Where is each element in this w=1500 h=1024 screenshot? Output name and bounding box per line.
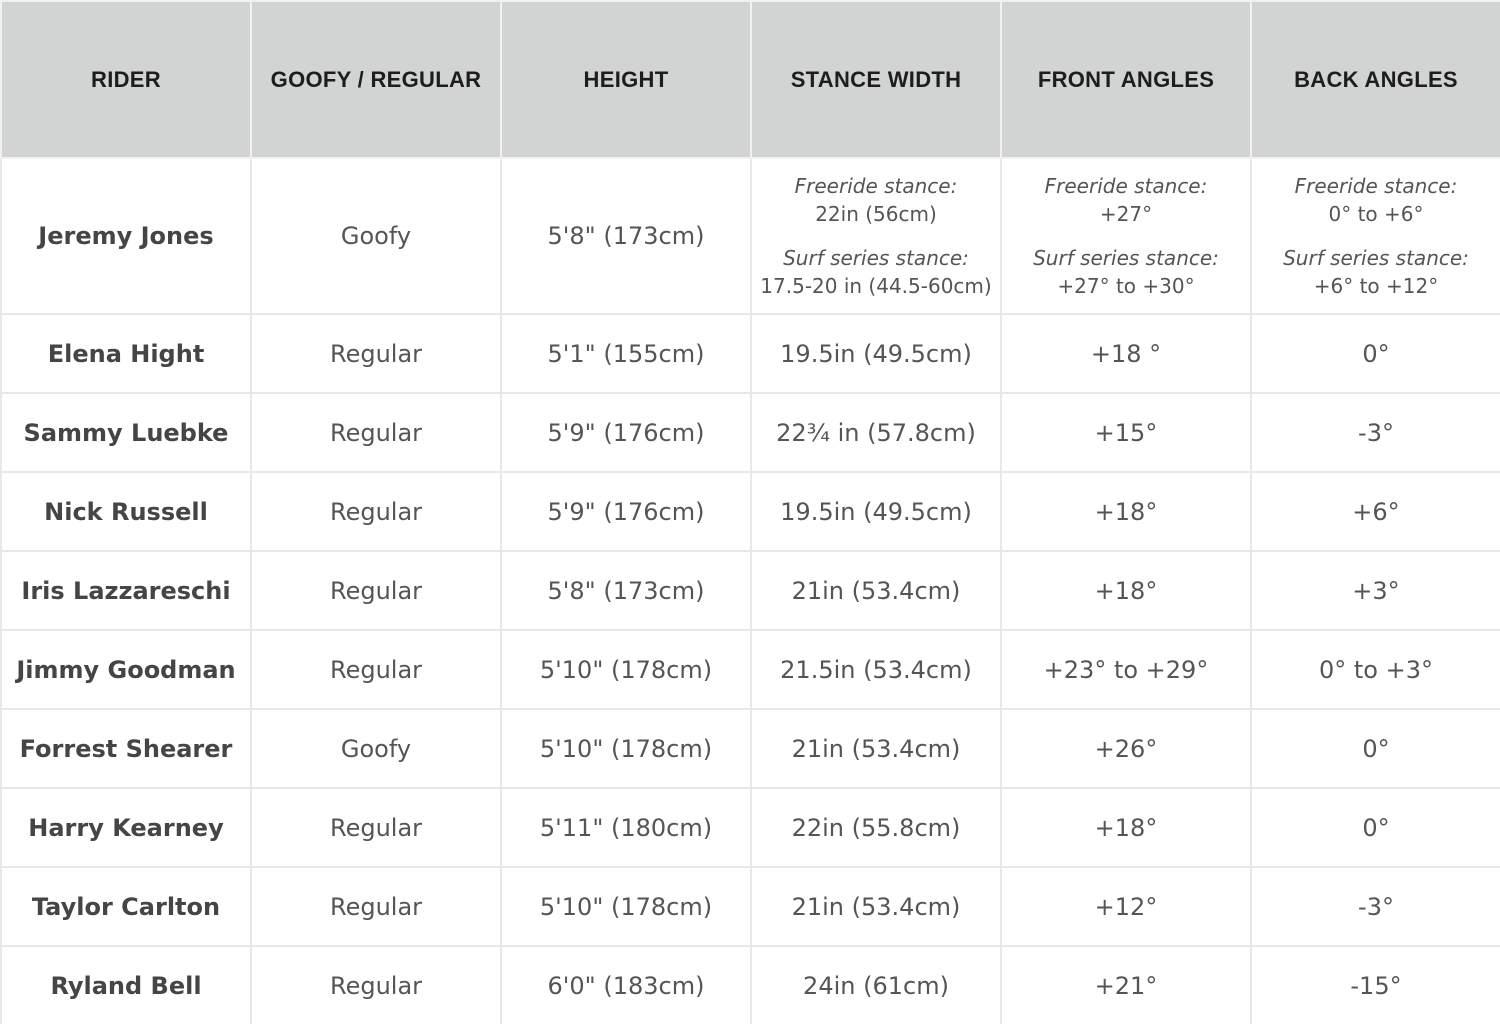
surf-label: Surf series stance: xyxy=(1033,246,1219,270)
surf-label: Surf series stance: xyxy=(1283,246,1469,270)
surf-note xyxy=(758,244,994,300)
surf-value: +27° to +30° xyxy=(1057,274,1195,298)
back-angle: 0° xyxy=(1251,709,1500,788)
freeride-label: Freeride stance: xyxy=(1044,174,1208,198)
stance-type: Regular xyxy=(251,472,501,551)
rider-name: Sammy Luebke xyxy=(1,393,251,472)
freeride-value: 22in (56cm) xyxy=(815,202,937,226)
header-back-angles: BACK ANGLES xyxy=(1251,1,1500,158)
header-front-angles: FRONT ANGLES xyxy=(1001,1,1251,158)
back-angle: -15° xyxy=(1251,946,1500,1024)
rider-name: Jimmy Goodman xyxy=(1,630,251,709)
stance-width: 19.5in (49.5cm) xyxy=(751,314,1001,393)
stance-type: Regular xyxy=(251,946,501,1024)
front-angle: +15° xyxy=(1001,393,1251,472)
stance-width: 21in (53.4cm) xyxy=(751,551,1001,630)
stance-width: 21in (53.4cm) xyxy=(751,709,1001,788)
table-header-row xyxy=(1,1,1500,158)
rider-name: Nick Russell xyxy=(1,472,251,551)
rider-name: Iris Lazzareschi xyxy=(1,551,251,630)
stance-type: Regular xyxy=(251,788,501,867)
back-angle: 0° to +3° xyxy=(1251,630,1500,709)
freeride-label: Freeride stance: xyxy=(794,174,958,198)
table-row xyxy=(1,393,1500,472)
stance-width: 21in (53.4cm) xyxy=(751,867,1001,946)
surf-value: +6° to +12° xyxy=(1313,274,1439,298)
stance-width-cell xyxy=(751,158,1001,314)
back-angle: -3° xyxy=(1251,393,1500,472)
surf-note xyxy=(1258,244,1494,300)
table-row xyxy=(1,472,1500,551)
rider-height: 5'11" (180cm) xyxy=(501,788,751,867)
front-angles-cell xyxy=(1001,158,1251,314)
rider-height: 5'9" (176cm) xyxy=(501,393,751,472)
back-angle: -3° xyxy=(1251,867,1500,946)
freeride-note xyxy=(1258,172,1494,228)
front-angle: +12° xyxy=(1001,867,1251,946)
freeride-note xyxy=(1008,172,1244,228)
rider-height: 5'10" (178cm) xyxy=(501,630,751,709)
front-angle: +18° xyxy=(1001,551,1251,630)
stance-width: 22¾ in (57.8cm) xyxy=(751,393,1001,472)
back-angle: +6° xyxy=(1251,472,1500,551)
back-angle: 0° xyxy=(1251,314,1500,393)
rider-name: Elena Hight xyxy=(1,314,251,393)
freeride-value: 0° to +6° xyxy=(1328,202,1424,226)
stance-type: Regular xyxy=(251,393,501,472)
freeride-label: Freeride stance: xyxy=(1294,174,1458,198)
rider-height: 5'8" (173cm) xyxy=(501,551,751,630)
stance-type: Regular xyxy=(251,867,501,946)
rider-name: Taylor Carlton xyxy=(1,867,251,946)
rider-height: 6'0" (183cm) xyxy=(501,946,751,1024)
stance-type: Regular xyxy=(251,314,501,393)
rider-name: Ryland Bell xyxy=(1,946,251,1024)
rider-name: Forrest Shearer xyxy=(1,709,251,788)
header-stance-width: STANCE WIDTH xyxy=(751,1,1001,158)
table-row xyxy=(1,158,1500,314)
rider-height: 5'10" (178cm) xyxy=(501,867,751,946)
rider-name: Jeremy Jones xyxy=(1,158,251,314)
freeride-note xyxy=(758,172,994,228)
table-row xyxy=(1,867,1500,946)
rider-name: Harry Kearney xyxy=(1,788,251,867)
front-angle: +18° xyxy=(1001,788,1251,867)
header-height: HEIGHT xyxy=(501,1,751,158)
front-angle: +21° xyxy=(1001,946,1251,1024)
back-angles-cell xyxy=(1251,158,1500,314)
surf-label: Surf series stance: xyxy=(783,246,969,270)
table-row xyxy=(1,630,1500,709)
rider-height: 5'9" (176cm) xyxy=(501,472,751,551)
stance-type: Regular xyxy=(251,551,501,630)
rider-height: 5'10" (178cm) xyxy=(501,709,751,788)
stance-width: 24in (61cm) xyxy=(751,946,1001,1024)
header-rider: RIDER xyxy=(1,1,251,158)
rider-height: 5'8" (173cm) xyxy=(501,158,751,314)
front-angle: +18° xyxy=(1001,472,1251,551)
freeride-value: +27° xyxy=(1099,202,1153,226)
table-row xyxy=(1,314,1500,393)
back-angle: +3° xyxy=(1251,551,1500,630)
rider-height: 5'1" (155cm) xyxy=(501,314,751,393)
stance-type: Goofy xyxy=(251,709,501,788)
table-row xyxy=(1,788,1500,867)
surf-note xyxy=(1008,244,1244,300)
table-row xyxy=(1,946,1500,1024)
stance-type: Goofy xyxy=(251,158,501,314)
header-goofy-regular: GOOFY / REGULAR xyxy=(251,1,501,158)
front-angle: +18 ° xyxy=(1001,314,1251,393)
table-row xyxy=(1,551,1500,630)
stance-type: Regular xyxy=(251,630,501,709)
back-angle: 0° xyxy=(1251,788,1500,867)
stance-width: 21.5in (53.4cm) xyxy=(751,630,1001,709)
table-row xyxy=(1,709,1500,788)
stance-width: 19.5in (49.5cm) xyxy=(751,472,1001,551)
surf-value: 17.5-20 in (44.5-60cm) xyxy=(760,274,992,298)
stance-width: 22in (55.8cm) xyxy=(751,788,1001,867)
front-angle: +23° to +29° xyxy=(1001,630,1251,709)
front-angle: +26° xyxy=(1001,709,1251,788)
